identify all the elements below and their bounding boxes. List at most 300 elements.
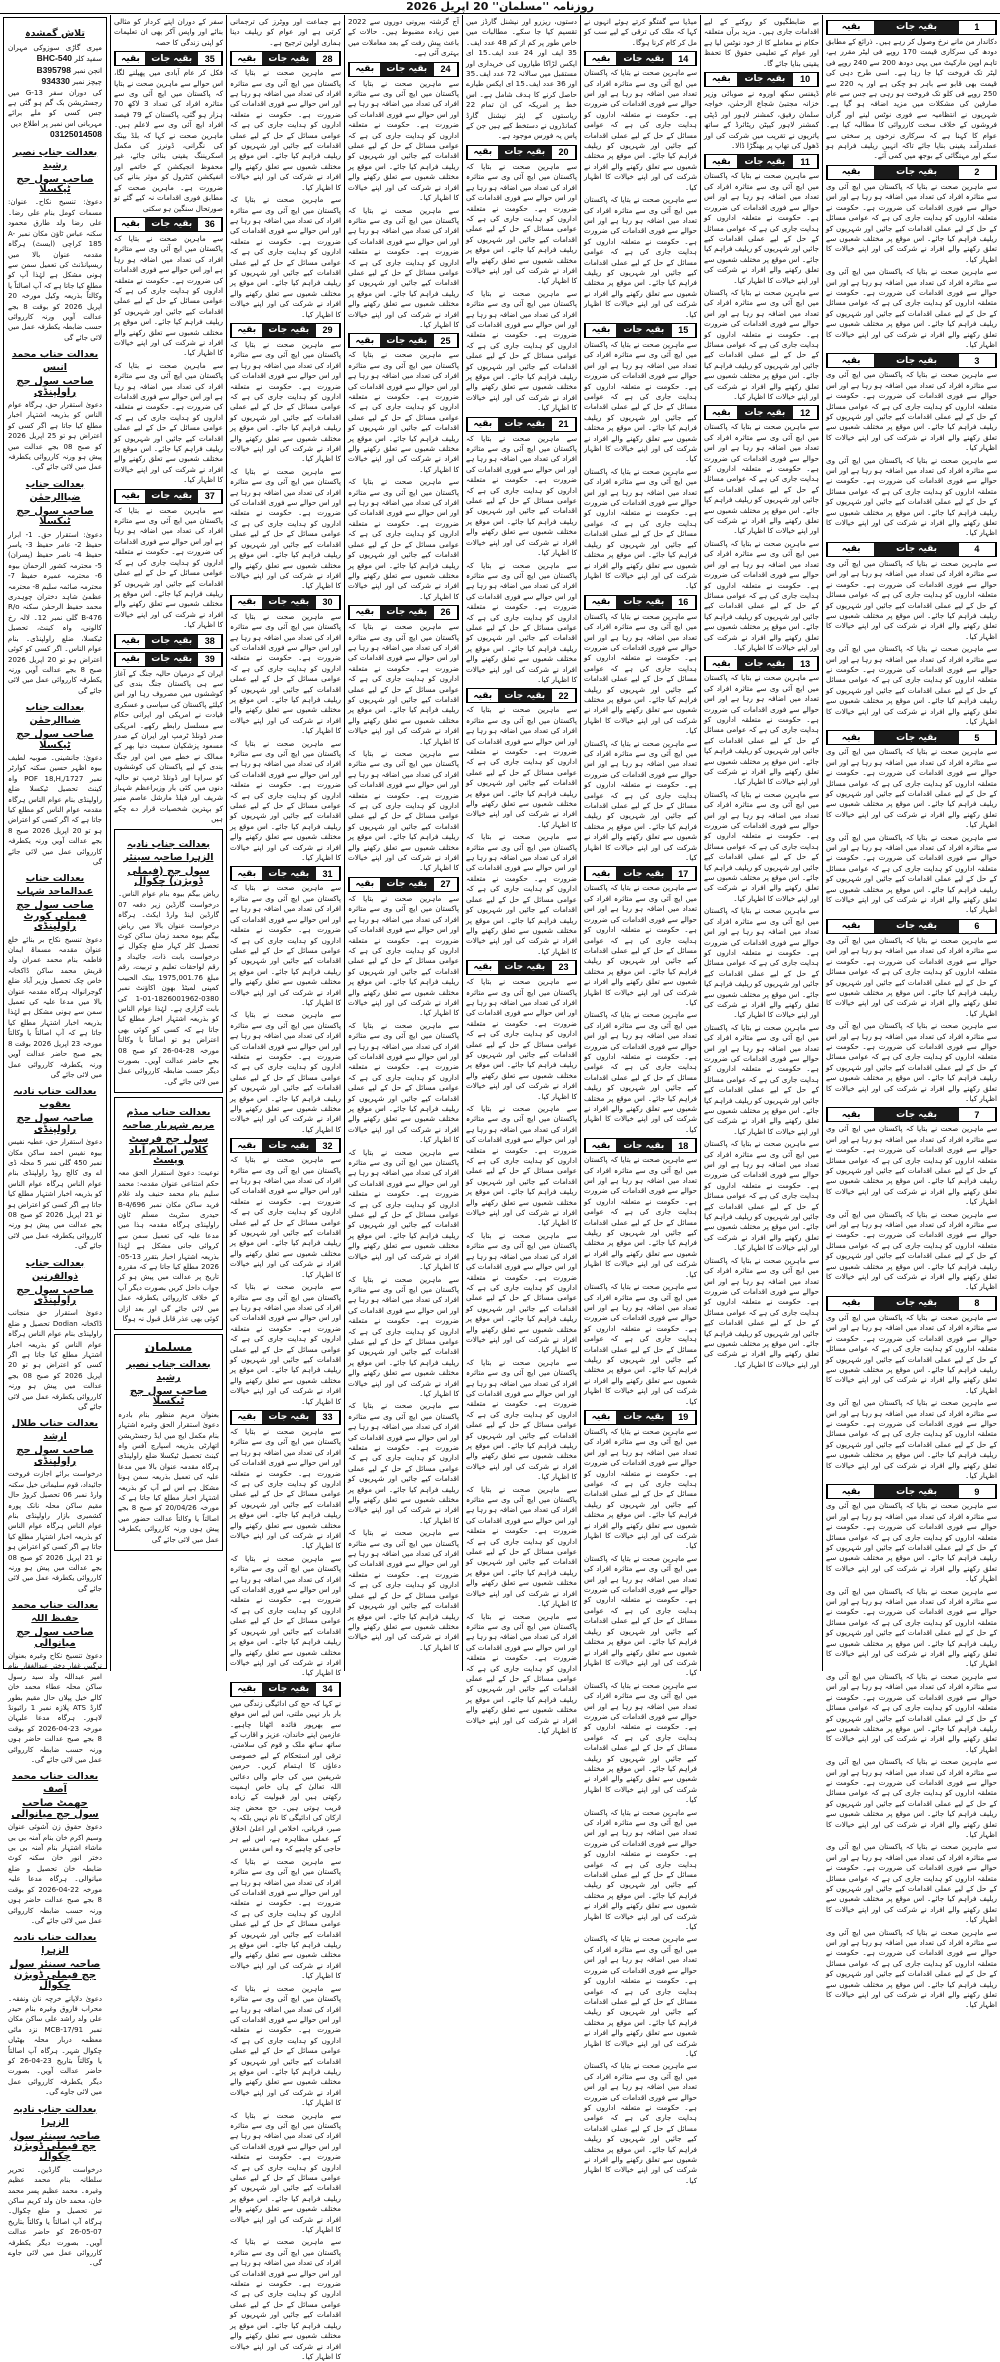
court-title: صاحب سول جج فیملی کورٹ راولپنڈی [16, 900, 94, 933]
notice-body: بعنوان مریم منظور بنام بادرہ دعویٰ استقرار الحق وغیرہ اشتہار بنام مکمل ایج میں ایڈ رجسٹریشن اتھارٹی بذریعہ اسپارچ آفس واہ کینٹ تحصیل ٹیکسلا ضلع راولپنڈی ہرگاہ مقدمہ عنوان بالا میں مدعا علیہ کی تعمیل بذریعہ سمن ہونا مشکل ہے اس لیے آپ کو بذریعہ اشتہار اخبار مطلع کیا جاتا ہے کہ مورخہ 20/04/26 کو صبح 8 بجے اصالتاً یا وکالتاً عدالت حضور میں پیش ہوں ورنہ کارروائی یکطرفہ عمل میں لائی جائے گی [118, 1410, 220, 1544]
notice-body: دعویٰ استقرار حق، عطیہ نفیس بیوہ نفیس احمد ساکن مکان نمبر 450 گلی نمبر 5 محلہ ڈی اے وی کالج روڈ راولپنڈی بنام عوام الناس ہرگاہ عوام الناس کو بذریعہ اخبار اشتہار مطلع کیا جاتا ہے اگر کسی کو اعتراض ہو تو 21 اپریل 2026 کو صبح 08 بجے عدالت میں پیش ہو ورنہ کارروائی یکطرفہ عمل میں لائی جائے گی۔ [8, 1138, 102, 1251]
section-tag: بقیہ [827, 1297, 874, 1310]
section-number: 18 [672, 1139, 696, 1152]
section-header [114, 634, 223, 649]
section-tag: بقیہ [585, 596, 616, 609]
court-name: بعدالت جناب نادیہ الزہرا [13, 1932, 97, 1957]
section-text: سے ماہرین صحت نے بتایا کہ پاکستان میں ایچ آئی وی سے متاثرہ افراد کی تعداد میں اضافہ ہو رہا ہے اور اس حوالے سے فوری اقدامات کی ضرورت ہے۔ حکومت نے متعلقہ اداروں کو ہدایت جاری کی ہے کہ عوامی مسائل کے حل کے لیے عملی اقدامات کیے جائیں اور شہریوں کو ریلیف فراہم کیا جائے۔ اس موقع پر مختلف شعبوں سے تعلق رکھنے والے افراد نے شرکت کی اور اپنے خیالات کا اظہار کیا۔ [584, 1155, 697, 1279]
section-text: سے ماہرین صحت نے بتایا کہ پاکستان میں ایچ آئی وی سے متاثرہ افراد کی تعداد میں اضافہ ہو رہا ہے اور اس حوالے سے فوری اقدامات کی ضرورت ہے۔ حکومت نے متعلقہ اداروں کو ہدایت جاری کی ہے کہ عوامی مسائل کے حل کے لیے عملی اقدامات کیے جائیں اور شہریوں کو ریلیف فراہم کیا جائے۔ اس موقع پر مختلف شعبوں سے تعلق رکھنے والے افراد نے شرکت کی اور اپنے خیالات کا اظہار کیا۔ [230, 738, 341, 863]
lost-heading: تلاش گمشدہ [25, 28, 85, 39]
section-text: سے ماہرین صحت نے بتایا کہ پاکستان میں ایچ آئی وی سے متاثرہ افراد کی تعداد میں اضافہ ہو رہا ہے اور اس حوالے سے فوری اقدامات کی ضرورت ہے۔ حکومت نے متعلقہ اداروں کو ہدایت جاری کی ہے کہ عوامی مسائل کے حل کے لیے عملی اقدامات کیے جائیں اور شہریوں کو ریلیف فراہم کیا جائے۔ اس موقع پر مختلف شعبوں سے تعلق رکھنے والے افراد نے شرکت کی اور اپنے خیالات کا اظہار کیا۔ [230, 339, 341, 464]
section-text: سے ماہرین صحت نے بتایا کہ پاکستان میں ایچ آئی وی سے متاثرہ افراد کی تعداد میں اضافہ ہو رہا ہے اور اس حوالے سے فوری اقدامات کی ضرورت ہے۔ حکومت نے متعلقہ اداروں کو ہدایت جاری کی ہے کہ عوامی مسائل کے حل کے لیے عملی اقدامات کیے جائیں اور شہریوں کو ریلیف فراہم کیا جائے۔ اس موقع پر مختلف شعبوں سے تعلق رکھنے والے افراد نے شرکت کی اور اپنے خیالات کا اظہار کیا۔ [584, 738, 697, 863]
court-name: بعدالت جناب نصیر رشید [126, 1358, 211, 1383]
notice-body: دعویٰ استقرار حق منجانب ڈاکخانہ Dodian تحصیل و ضلع راولپنڈی بنام عوام الناس ہرگاہ عوام الناس کو بذریعہ اخبار اشتہار مطلع کیا جاتا ہے اگر کسی کو اعتراض ہو تو 20 اپریل 2026 کو صبح 08 بجے عدالت میں پیش ہو ورنہ کارروائی یکطرفہ عمل میں لائی جائے گی [8, 1309, 102, 1412]
court-title: صاحب سول جج ٹیکسلا [16, 505, 94, 528]
section-tag: بقیہ [115, 635, 145, 648]
section-tag: بقیہ [349, 606, 380, 619]
section-text: ڈیفنس سکھ اوروہ نے صوبائی وزیر خزانہ مجتبیٰ شجاع الرحمٰن، خواجہ سلمان رفیق، کمشنر لاہور اور ڈپٹی کمشنر لاہور کیپٹن ریٹائرڈ کے ساتھ یاتریوں نے تقریب میں شرکت کی اور ڈھول کی تھاپ پر بھنگڑا ڈالا۔ [704, 89, 819, 151]
notice-body: دعویٰ: تنسیخ نکاح۔ عنوان: مسمات کومل بنام علی رضا۔ علی رضا ولد طارق محمود سکنہ عباس ٹاؤن مکان نمبر A-185 کراچی (ایسٹ) ہرگاہ مقدمہ عنوان بالا میں ریسپانڈنٹ کی تعمیل سمن سے ہونی مشکل ہے لہٰذا آپ کو مطلع کیا جاتا ہے کہ آپ اصالتاً یا وکالتاً بذریعہ وکیل مورخہ 20 اپریل 2026 کو بوقت 8 بجے عدالت آویں ورنہ کارروائی حسب ضابطہ یکطرفہ عمل میں لائی جائے گی [8, 198, 102, 342]
section-text: سے ماہرین صحت نے بتایا کہ پاکستان میں ایچ آئی وی سے متاثرہ افراد کی تعداد میں اضافہ ہو رہا ہے اور اس حوالے سے فوری اقدامات کی ضرورت ہے۔ حکومت نے متعلقہ اداروں کو ہدایت جاری کی ہے کہ عوامی مسائل کے حل کے لیے عملی اقدامات کیے جائیں اور شہریوں کو ریلیف فراہم کیا جائے۔ اس موقع پر مختلف شعبوں سے تعلق رکھنے والے افراد نے شرکت کی اور اپنے خیالات کا اظہار کیا۔ [114, 505, 223, 630]
section-header [230, 51, 341, 66]
court-notices [8, 146, 102, 2269]
section-header [826, 20, 997, 35]
section-number: 11 [793, 155, 818, 168]
section-text: سے ماہرین صحت نے بتایا کہ پاکستان میں ایچ آئی وی سے متاثرہ افراد کی تعداد میں اضافہ ہو رہا ہے اور اس حوالے سے فوری اقدامات کی ضرورت ہے۔ حکومت نے متعلقہ اداروں کو ہدایت جاری کی ہے کہ عوامی مسائل کے حل کے لیے عملی اقدامات کیے جائیں اور شہریوں کو ریلیف فراہم کیا جائے۔ اس موقع پر مختلف شعبوں سے تعلق رکھنے والے افراد نے شرکت کی اور اپنے خیالات کا اظہار کیا۔ [704, 1255, 819, 1369]
section-text: سے ماہرین صحت نے بتایا کہ پاکستان میں ایچ آئی وی سے متاثرہ افراد کی تعداد میں اضافہ ہو رہا ہے اور اس حوالے سے فوری اقدامات کی ضرورت ہے۔ حکومت نے متعلقہ اداروں کو ہدایت جاری کی ہے کہ عوامی مسائل کے حل کے لیے عملی اقدامات کیے جائیں اور شہریوں کو ریلیف فراہم کیا جائے۔ اس موقع پر مختلف شعبوں سے تعلق رکھنے والے افراد نے شرکت کی اور اپنے خیالات کا اظہار کیا۔ [826, 1209, 997, 1292]
section-number: 25 [434, 334, 458, 347]
section-number: 21 [552, 418, 576, 431]
section-title: بقیہ جات [896, 167, 937, 178]
section-text: سے ماہرین صحت نے بتایا کہ پاکستان میں ایچ آئی وی سے متاثرہ افراد کی تعداد میں اضافہ ہو رہا ہے اور اس حوالے سے فوری اقدامات کی ضرورت ہے۔ حکومت نے متعلقہ اداروں کو ہدایت جاری کی ہے کہ عوامی مسائل کے حل کے لیے عملی اقدامات کیے جائیں اور شہریوں کو ریلیف فراہم کیا جائے۔ اس موقع پر مختلف شعبوں سے تعلق رکھنے والے افراد نے شرکت کی اور اپنے خیالات کا اظہار کیا۔ [826, 1586, 997, 1669]
section-header [114, 217, 223, 232]
section-number: 29 [316, 324, 340, 337]
section-text: سے ماہرین صحت نے بتایا کہ پاکستان میں ایچ آئی وی سے متاثرہ افراد کی تعداد میں اضافہ ہو رہا ہے اور اس حوالے سے فوری اقدامات کی ضرورت ہے۔ حکومت نے متعلقہ اداروں کو ہدایت جاری کی ہے کہ عوامی مسائل کے حل کے لیے عملی اقدامات کیے جائیں اور شہریوں کو ریلیف فراہم کیا جائے۔ اس موقع پر مختلف شعبوں سے تعلق رکھنے والے افراد نے شرکت کی اور اپنے خیالات کا اظہار کیا۔ [826, 1398, 997, 1480]
section-header [826, 542, 997, 557]
section-header [704, 405, 819, 420]
section-title: بقیہ جات [151, 490, 193, 501]
section-text: سے ماہرین صحت نے بتایا کہ پاکستان میں ایچ آئی وی سے متاثرہ افراد کی تعداد میں اضافہ ہو رہا ہے اور اس حوالے سے فوری اقدامات کی ضرورت ہے۔ حکومت نے متعلقہ اداروں کو ہدایت جاری کی ہے کہ عوامی مسائل کے حل کے لیے عملی اقدامات کیے جائیں اور شہریوں کو ریلیف فراہم کیا جائے۔ اس موقع پر مختلف شعبوں سے تعلق رکھنے والے افراد نے شرکت کی اور اپنے خیالات کا اظہار کیا۔ [230, 2110, 341, 2235]
section-header [230, 323, 341, 338]
section-title: بقیہ جات [744, 74, 786, 85]
notice-body: دعویٰ دلاپانے خرچہ نان ونفقہ۔ محراب فاروق وغیرہ بنام حیدر علی ولد راشد علی ساکن مکان نمبر MCB-17/91 نزد مائی معظمہ دربار محلہ بھٹیاں چکوال شہر۔ ہرگاہ آپ اصالتاً یا وکالتاً بتاریخ 23-04-26 کو حاضر عدالت آویں۔ بصورت دیگر یکطرفہ کارروائی عمل میں لائی جاوے گی۔ [8, 1994, 102, 2097]
section-title: بقیہ جات [268, 1140, 310, 1151]
section-text: سے ماہرین صحت نے بتایا کہ پاکستان میں ایچ آئی وی سے متاثرہ افراد کی تعداد میں اضافہ ہو رہا ہے اور اس حوالے سے فوری اقدامات کی ضرورت ہے۔ حکومت نے متعلقہ اداروں کو ہدایت جاری کی ہے کہ عوامی مسائل کے حل کے لیے عملی اقدامات کیے جائیں اور شہریوں کو ریلیف فراہم کیا جائے۔ اس موقع پر مختلف شعبوں سے تعلق رکھنے والے افراد نے شرکت کی اور اپنے خیالات کا اظہار کیا۔ [466, 161, 577, 286]
section-text: سے ماہرین صحت نے بتایا کہ پاکستان میں ایچ آئی وی سے متاثرہ افراد کی تعداد میں اضافہ ہو رہا ہے اور اس حوالے سے فوری اقدامات کی ضرورت ہے۔ حکومت نے متعلقہ اداروں کو ہدایت جاری کی ہے کہ عوامی مسائل کے حل کے لیے عملی اقدامات کیے جائیں اور شہریوں کو ریلیف فراہم کیا جائے۔ اس موقع پر مختلف شعبوں سے تعلق رکھنے والے افراد نے شرکت کی اور اپنے خیالات کا اظہار کیا۔ [230, 1983, 341, 2108]
section-text: سے ماہرین صحت نے بتایا کہ پاکستان میں ایچ آئی وی سے متاثرہ افراد کی تعداد میں اضافہ ہو رہا ہے اور اس حوالے سے فوری اقدامات کی ضرورت ہے۔ حکومت نے متعلقہ اداروں کو ہدایت جاری کی ہے کہ عوامی مسائل کے حل کے لیے عملی اقدامات کیے جائیں اور شہریوں کو ریلیف فراہم کیا جائے۔ اس موقع پر مختلف شعبوں سے تعلق رکھنے والے افراد نے شرکت کی اور اپنے خیالات کا اظہار کیا۔ [826, 267, 997, 349]
court-title: سول جج فرسٹ کلاس اسلام آباد ویسٹ [128, 1134, 209, 1166]
section-text: سے ماہرین صحت نے بتایا کہ پاکستان میں ایچ آئی وی سے متاثرہ افراد کی تعداد میں اضافہ ہو رہا ہے اور اس حوالے سے فوری اقدامات کی ضرورت ہے۔ حکومت نے متعلقہ اداروں کو ہدایت جاری کی ہے کہ عوامی مسائل کے حل کے لیے عملی اقدامات کیے جائیں اور شہریوں کو ریلیف فراہم کیا جائے۔ اس موقع پر مختلف شعبوں سے تعلق رکھنے والے افراد نے شرکت کی اور اپنے خیالات کا اظہار کیا۔ [826, 832, 997, 915]
section-header [704, 72, 819, 87]
lost-engine-label: انجن نمبر [73, 65, 102, 75]
section-number: 23 [552, 961, 576, 974]
section-tag: بقیہ [231, 596, 262, 609]
section-text: سے ماہرین صحت نے بتایا کہ پاکستان میں ایچ آئی وی سے متاثرہ افراد کی تعداد میں اضافہ ہو رہا ہے اور اس حوالے سے فوری اقدامات کی ضرورت ہے۔ حکومت نے متعلقہ اداروں کو ہدایت جاری کی ہے کہ عوامی مسائل کے حل کے لیے عملی اقدامات کیے جائیں اور شہریوں کو ریلیف فراہم کیا جائے۔ اس موقع پر مختلف شعبوں سے تعلق رکھنے والے افراد نے شرکت کی اور اپنے خیالات کا اظہار کیا۔ [466, 1611, 577, 1735]
section-text: سے ماہرین صحت نے بتایا کہ پاکستان میں ایچ آئی وی سے متاثرہ افراد کی تعداد میں اضافہ ہو رہا ہے اور اس حوالے سے فوری اقدامات کی ضرورت ہے۔ حکومت نے متعلقہ اداروں کو ہدایت جاری کی ہے کہ عوامی مسائل کے حل کے لیے عملی اقدامات کیے جائیں اور شہریوں کو ریلیف فراہم کیا جائے۔ اس موقع پر مختلف شعبوں سے تعلق رکھنے والے افراد نے شرکت کی اور اپنے خیالات کا اظہار کیا۔ [584, 1680, 697, 1805]
section-number: 26 [434, 606, 458, 619]
column-6 [226, 15, 344, 2361]
section-tag: بقیہ [231, 1139, 262, 1152]
section-tag: بقیہ [705, 657, 737, 670]
section-text: سے ماہرین صحت نے بتایا کہ پاکستان میں ایچ آئی وی سے متاثرہ افراد کی تعداد میں اضافہ ہو رہا ہے اور اس حوالے سے فوری اقدامات کی ضرورت ہے۔ حکومت نے متعلقہ اداروں کو ہدایت جاری کی ہے کہ عوامی مسائل کے حل کے لیے عملی اقدامات کیے جائیں اور شہریوں کو ریلیف فراہم کیا جائے۔ اس موقع پر مختلف شعبوں سے تعلق رکھنے والے افراد نے شرکت کی اور اپنے خیالات کا اظہار کیا۔ [348, 749, 459, 873]
section-text: سے ماہرین صحت نے بتایا کہ پاکستان میں ایچ آئی وی سے متاثرہ افراد کی تعداد میں اضافہ ہو رہا ہے اور اس حوالے سے فوری اقدامات کی ضرورت ہے۔ حکومت نے متعلقہ اداروں کو ہدایت جاری کی ہے کہ عوامی مسائل کے حل کے لیے عملی اقدامات کیے جائیں اور شہریوں کو ریلیف فراہم کیا جائے۔ اس موقع پر مختلف شعبوں سے تعلق رکھنے والے افراد نے شرکت کی اور اپنے خیالات کا اظہار کیا۔ [826, 1757, 997, 1839]
section-title: بقیہ جات [268, 597, 310, 608]
section-text: سے ماہرین صحت نے بتایا کہ پاکستان میں ایچ آئی وی سے متاثرہ افراد کی تعداد میں اضافہ ہو رہا ہے اور اس حوالے سے فوری اقدامات کی ضرورت ہے۔ حکومت نے متعلقہ اداروں کو ہدایت جاری کی ہے کہ عوامی مسائل کے حل کے لیے عملی اقدامات کیے جائیں اور شہریوں کو ریلیف فراہم کیا جائے۔ اس موقع پر مختلف شعبوں سے تعلق رکھنے والے افراد نے شرکت کی اور اپنے خیالات کا اظہار کیا۔ [348, 622, 459, 746]
section-header [230, 595, 341, 610]
section-tag: بقیہ [467, 146, 498, 159]
lost-chassis-label: چیچز نمبر [72, 77, 102, 87]
section-title: بقیہ جات [268, 1684, 310, 1695]
section-header [704, 656, 819, 671]
section-text: سے ماہرین صحت نے بتایا کہ پاکستان میں ایچ آئی وی سے متاثرہ افراد کی تعداد میں اضافہ ہو رہا ہے اور اس حوالے سے فوری اقدامات کی ضرورت ہے۔ حکومت نے متعلقہ اداروں کو ہدایت جاری کی ہے کہ عوامی مسائل کے حل کے لیے عملی اقدامات کیے جائیں اور شہریوں کو ریلیف فراہم کیا جائے۔ اس موقع پر مختلف شعبوں سے تعلق رکھنے والے افراد نے شرکت کی اور اپنے خیالات کا اظہار کیا۔ [230, 1426, 341, 1551]
section-text: سے ماہرین صحت نے بتایا کہ پاکستان میں ایچ آئی وی سے متاثرہ افراد کی تعداد میں اضافہ ہو رہا ہے اور اس حوالے سے فوری اقدامات کی ضرورت ہے۔ حکومت نے متعلقہ اداروں کو ہدایت جاری کی ہے کہ عوامی مسائل کے حل کے لیے عملی اقدامات کیے جائیں اور شہریوں کو ریلیف فراہم کیا جائے۔ اس موقع پر مختلف شعبوں سے تعلق رکھنے والے افراد نے شرکت کی اور اپنے خیالات کا اظہار کیا۔ [826, 181, 997, 264]
court-name: بعدالت جناب محمد آصف [11, 1771, 99, 1796]
court-name: بعدالت جناب نادیہ یعقوب [13, 1086, 97, 1111]
section-header [704, 154, 819, 169]
section-title: بقیہ جات [504, 962, 546, 973]
lost-chassis: 934330 [41, 76, 70, 87]
section-tag: بقیہ [705, 73, 737, 86]
section-tag: بقیہ [827, 731, 874, 744]
section-title: بقیہ جات [268, 1412, 310, 1423]
section-tag: بقیہ [349, 334, 380, 347]
section-tag: بقیہ [115, 490, 145, 503]
section-tag: بقیہ [827, 543, 874, 556]
section-text: سے ماہرین صحت نے بتایا کہ پاکستان میں ایچ آئی وی سے متاثرہ افراد کی تعداد میں اضافہ ہو رہا ہے اور اس حوالے سے فوری اقدامات کی ضرورت ہے۔ حکومت نے متعلقہ اداروں کو ہدایت جاری کی ہے کہ عوامی مسائل کے حل کے لیے عملی اقدامات کیے جائیں اور شہریوں کو ریلیف فراہم کیا جائے۔ اس موقع پر مختلف شعبوں سے تعلق رکھنے والے افراد نے شرکت کی اور اپنے خیالات کا اظہار کیا۔ [704, 538, 819, 652]
section-title: بقیہ جات [623, 325, 665, 336]
section-header [348, 605, 459, 620]
column-2 [700, 15, 822, 1671]
section-tag: بقیہ [115, 218, 145, 231]
section-header [826, 1107, 997, 1122]
section-text: سے ماہرین صحت نے بتایا کہ پاکستان میں ایچ آئی وی سے متاثرہ افراد کی تعداد میں اضافہ ہو رہا ہے اور اس حوالے سے فوری اقدامات کی ضرورت ہے۔ حکومت نے متعلقہ اداروں کو ہدایت جاری کی ہے کہ عوامی مسائل کے حل کے لیے عملی اقدامات کیے جائیں اور شہریوں کو ریلیف فراہم کیا جائے۔ اس موقع پر مختلف شعبوں سے تعلق رکھنے والے افراد نے شرکت کی اور اپنے خیالات کا اظہار کیا۔ [230, 195, 341, 319]
section-text: آج گزشتہ بیرونی دوروں سے 2022 میں زیادہ مضبوط ہیں۔ حالات کے باعث پیش رفت کے بعد معاملات میں بہتری آئی ہے۔ [348, 17, 459, 58]
section-text: سے ماہرین صحت نے بتایا کہ پاکستان میں ایچ آئی وی سے متاثرہ افراد کی تعداد میں اضافہ ہو رہا ہے اور اس حوالے سے فوری اقدامات کی ضرورت ہے۔ حکومت نے متعلقہ اداروں کو ہدایت جاری کی ہے کہ عوامی مسائل کے حل کے لیے عملی اقدامات کیے جائیں اور شہریوں کو ریلیف فراہم کیا جائے۔ اس موقع پر مختلف شعبوں سے تعلق رکھنے والے افراد نے شرکت کی اور اپنے خیالات کا اظہار کیا۔ [230, 1282, 341, 1406]
newspaper-page [0, 15, 1000, 2361]
section-number: 28 [316, 52, 340, 65]
section-header [230, 1138, 341, 1153]
section-text: سے ماہرین صحت نے بتایا کہ پاکستان میں ایچ آئی وی سے متاثرہ افراد کی تعداد میں اضافہ ہو رہا ہے اور اس حوالے سے فوری اقدامات کی ضرورت ہے۔ حکومت نے متعلقہ اداروں کو ہدایت جاری کی ہے کہ عوامی مسائل کے حل کے لیے عملی اقدامات کیے جائیں اور شہریوں کو ریلیف فراہم کیا جائے۔ اس موقع پر مختلف شعبوں سے تعلق رکھنے والے افراد نے شرکت کی اور اپنے خیالات کا اظہار کیا۔ [584, 339, 697, 464]
section-text: سے ماہرین صحت نے بتایا کہ پاکستان میں ایچ آئی وی سے متاثرہ افراد کی تعداد میں اضافہ ہو رہا ہے اور اس حوالے سے فوری اقدامات کی ضرورت ہے۔ حکومت نے متعلقہ اداروں کو ہدایت جاری کی ہے کہ عوامی مسائل کے حل کے لیے عملی اقدامات کیے جائیں اور شہریوں کو ریلیف فراہم کیا جائے۔ اس موقع پر مختلف شعبوں سے تعلق رکھنے والے افراد نے شرکت کی اور اپنے خیالات کا اظہار کیا۔ [826, 1671, 997, 1754]
court-notice [114, 1334, 223, 1551]
section-title: بقیہ جات [268, 868, 310, 879]
section-text: سے ماہرین صحت نے بتایا کہ پاکستان میں ایچ آئی وی سے متاثرہ افراد کی تعداد میں اضافہ ہو رہا ہے اور اس حوالے سے فوری اقدامات کی ضرورت ہے۔ حکومت نے متعلقہ اداروں کو ہدایت جاری کی ہے کہ عوامی مسائل کے حل کے لیے عملی اقدامات کیے جائیں اور شہریوں کو ریلیف فراہم کیا جائے۔ اس موقع پر مختلف شعبوں سے تعلق رکھنے والے افراد نے شرکت کی اور اپنے خیالات کا اظہار کیا۔ [584, 1010, 697, 1134]
court-name: بعدالت جناب طلال ارشد [11, 1418, 99, 1443]
section-tag: بقیہ [827, 1485, 874, 1498]
section-header [466, 960, 577, 975]
section-text: سے ماہرین صحت نے بتایا کہ پاکستان میں ایچ آئی وی سے متاثرہ افراد کی تعداد میں اضافہ ہو رہا ہے اور اس حوالے سے فوری اقدامات کی ضرورت ہے۔ حکومت نے متعلقہ اداروں کو ہدایت جاری کی ہے کہ عوامی مسائل کے حل کے لیے عملی اقدامات کیے جائیں اور شہریوں کو ریلیف فراہم کیا جائے۔ اس موقع پر مختلف شعبوں سے تعلق رکھنے والے افراد نے شرکت کی اور اپنے خیالات کا اظہار کیا۔ [826, 558, 997, 641]
section-text: سے ماہرین صحت نے بتایا کہ پاکستان میں ایچ آئی وی سے متاثرہ افراد کی تعداد میں اضافہ ہو رہا ہے اور اس حوالے سے فوری اقدامات کی ضرورت ہے۔ حکومت نے متعلقہ اداروں کو ہدایت جاری کی ہے کہ عوامی مسائل کے حل کے لیے عملی اقدامات کیے جائیں اور شہریوں کو ریلیف فراہم کیا جائے۔ اس موقع پر مختلف شعبوں سے تعلق رکھنے والے افراد نے شرکت کی اور اپنے خیالات کا اظہار کیا۔ [704, 789, 819, 903]
section-text: سے ماہرین صحت نے بتایا کہ پاکستان میں ایچ آئی وی سے متاثرہ افراد کی تعداد میں اضافہ ہو رہا ہے اور اس حوالے سے فوری اقدامات کی ضرورت ہے۔ حکومت نے متعلقہ اداروں کو ہدایت جاری کی ہے کہ عوامی مسائل کے حل کے لیے عملی اقدامات کیے جائیں اور شہریوں کو ریلیف فراہم کیا جائے۔ اس موقع پر مختلف شعبوں سے تعلق رکھنے والے افراد نے شرکت کی اور اپنے خیالات کا اظہار کیا۔ [230, 1155, 341, 1279]
section-text: سے ماہرین صحت نے بتایا کہ پاکستان میں ایچ آئی وی سے متاثرہ افراد کی تعداد میں اضافہ ہو رہا ہے اور اس حوالے سے فوری اقدامات کی ضرورت ہے۔ حکومت نے متعلقہ اداروں کو ہدایت جاری کی ہے کہ عوامی مسائل کے حل کے لیے عملی اقدامات کیے جائیں اور شہریوں کو ریلیف فراہم کیا جائے۔ اس موقع پر مختلف شعبوں سے تعلق رکھنے والے افراد نے شرکت کی اور اپنے خیالات کا اظہار کیا۔ [826, 935, 997, 1018]
section-text: سے ماہرین صحت نے بتایا کہ پاکستان میں ایچ آئی وی سے متاثرہ افراد کی تعداد میں اضافہ ہو رہا ہے اور اس حوالے سے فوری اقدامات کی ضرورت ہے۔ حکومت نے متعلقہ اداروں کو ہدایت جاری کی ہے کہ عوامی مسائل کے حل کے لیے عملی اقدامات کیے جائیں اور شہریوں کو ریلیف فراہم کیا جائے۔ اس موقع پر مختلف شعبوں سے تعلق رکھنے والے افراد نے شرکت کی اور اپنے خیالات کا اظہار کیا۔ [826, 644, 997, 726]
court-name: بعدالت جناب ذوالقرنین [25, 1257, 85, 1282]
newspaper-brand: مسلمان [144, 1340, 193, 1355]
court-title: صاحب سول جج ٹیکسلا [16, 173, 94, 196]
section-text: سے ماہرین صحت نے بتایا کہ پاکستان میں ایچ آئی وی سے متاثرہ افراد کی تعداد میں اضافہ ہو رہا ہے اور اس حوالے سے فوری اقدامات کی ضرورت ہے۔ حکومت نے متعلقہ اداروں کو ہدایت جاری کی ہے کہ عوامی مسائل کے حل کے لیے عملی اقدامات کیے جائیں اور شہریوں کو ریلیف فراہم کیا جائے۔ اس موقع پر مختلف شعبوں سے تعلق رکھنے والے افراد نے شرکت کی اور اپنے خیالات کا اظہار کیا۔ [466, 832, 577, 956]
section-number: 39 [198, 653, 222, 666]
section-number: 17 [672, 867, 696, 880]
section-text: سے ماہرین صحت نے بتایا کہ پاکستان میں ایچ آئی وی سے متاثرہ افراد کی تعداد میں اضافہ ہو رہا ہے اور اس حوالے سے فوری اقدامات کی ضرورت ہے۔ حکومت نے متعلقہ اداروں کو ہدایت جاری کی ہے کہ عوامی مسائل کے حل کے لیے عملی اقدامات کیے جائیں اور شہریوں کو ریلیف فراہم کیا جائے۔ اس موقع پر مختلف شعبوں سے تعلق رکھنے والے افراد نے شرکت کی اور اپنے خیالات کا اظہار کیا۔ [348, 78, 459, 203]
section-number: 3 [959, 354, 996, 367]
section-tag: بقیہ [705, 155, 737, 168]
section-header [584, 1138, 697, 1153]
court-title: سول جج (فیملی ڈویژن) چکوال [127, 865, 210, 888]
section-tag: بقیہ [231, 867, 262, 880]
section-title: بقیہ جات [386, 335, 428, 346]
section-tag: بقیہ [585, 867, 616, 880]
section-text: سے ماہرین صحت نے بتایا کہ پاکستان میں ایچ آئی وی سے متاثرہ افراد کی تعداد میں اضافہ ہو رہا ہے اور اس حوالے سے فوری اقدامات کی ضرورت ہے۔ حکومت نے متعلقہ اداروں کو ہدایت جاری کی ہے کہ عوامی مسائل کے حل کے لیے عملی اقدامات کیے جائیں اور شہریوں کو ریلیف فراہم کیا جائے۔ اس موقع پر مختلف شعبوں سے تعلق رکھنے والے افراد نے شرکت کی اور اپنے خیالات کا اظہار کیا۔ [348, 1274, 459, 1398]
court-name: بعدالت جناب نادیہ الزہرا صاحبہ سینئر [123, 838, 214, 863]
section-text: سے ماہرین صحت نے بتایا کہ پاکستان میں ایچ آئی وی سے متاثرہ افراد کی تعداد میں اضافہ ہو رہا ہے اور اس حوالے سے فوری اقدامات کی ضرورت ہے۔ حکومت نے متعلقہ اداروں کو ہدایت جاری کی ہے کہ عوامی مسائل کے حل کے لیے عملی اقدامات کیے جائیں اور شہریوں کو ریلیف فراہم کیا جائے۔ اس موقع پر مختلف شعبوں سے تعلق رکھنے والے افراد نے شرکت کی اور اپنے خیالات کا اظہار کیا۔ [348, 1020, 459, 1145]
section-tag: بقیہ [585, 324, 616, 337]
section-text: سے ماہرین صحت نے بتایا کہ پاکستان میں ایچ آئی وی سے متاثرہ افراد کی تعداد میں اضافہ ہو رہا ہے اور اس حوالے سے فوری اقدامات کی ضرورت ہے۔ حکومت نے متعلقہ اداروں کو ہدایت جاری کی ہے کہ عوامی مسائل کے حل کے لیے عملی اقدامات کیے جائیں اور شہریوں کو ریلیف فراہم کیا جائے۔ اس موقع پر مختلف شعبوں سے تعلق رکھنے والے افراد نے شرکت کی اور اپنے خیالات کا اظہار کیا۔ [466, 560, 577, 684]
lost-notice [8, 43, 102, 141]
court-name: بعدالت جناب محمد حفیظ اللہ [11, 1600, 99, 1625]
section-tag: بقیہ [349, 878, 380, 891]
section-title: بقیہ جات [386, 607, 428, 618]
section-text: سے ماہرین صحت نے بتایا کہ پاکستان میں ایچ آئی وی سے متاثرہ افراد کی تعداد میں اضافہ ہو رہا ہے اور اس حوالے سے فوری اقدامات کی ضرورت ہے۔ حکومت نے متعلقہ اداروں کو ہدایت جاری کی ہے کہ عوامی مسائل کے حل کے لیے عملی اقدامات کیے جائیں اور شہریوں کو ریلیف فراہم کیا جائے۔ اس موقع پر مختلف شعبوں سے تعلق رکھنے والے افراد نے شرکت کی اور اپنے خیالات کا اظہار کیا۔ [584, 466, 697, 591]
section-text: میڈیا سے گفتگو کرتے ہوئے انہوں نے کہا کہ ملک کی ترقی کے لیے سب کو مل کر کام کرنا ہوگا۔ [584, 17, 697, 47]
section-title: بقیہ جات [386, 63, 428, 74]
section-text: سے ماہرین صحت نے بتایا کہ پاکستان میں ایچ آئی وی سے متاثرہ افراد کی تعداد میں اضافہ ہو رہا ہے اور اس حوالے سے فوری اقدامات کی ضرورت ہے۔ حکومت نے متعلقہ اداروں کو ہدایت جاری کی ہے کہ عوامی مسائل کے حل کے لیے عملی اقدامات کیے جائیں اور شہریوں کو ریلیف فراہم کیا جائے۔ اس موقع پر مختلف شعبوں سے تعلق رکھنے والے افراد نے شرکت کی اور اپنے خیالات کا اظہار کیا۔ [826, 455, 997, 538]
section-tag: بقیہ [585, 52, 616, 65]
section-header [826, 919, 997, 934]
section-number: 13 [793, 657, 818, 670]
court-title: صاحب سول جج ٹیکسلا [129, 1385, 208, 1408]
section-text: سے ماہرین صحت نے بتایا کہ پاکستان میں ایچ آئی وی سے متاثرہ افراد کی تعداد میں اضافہ ہو رہا ہے اور اس حوالے سے فوری اقدامات کی ضرورت ہے۔ حکومت نے متعلقہ اداروں کو ہدایت جاری کی ہے کہ عوامی مسائل کے حل کے لیے عملی اقدامات کیے جائیں اور شہریوں کو ریلیف فراہم کیا جائے۔ اس موقع پر مختلف شعبوں سے تعلق رکھنے والے افراد نے شرکت کی اور اپنے خیالات کا اظہار کیا۔ [466, 705, 577, 829]
section-header [466, 688, 577, 703]
section-title: بقیہ جات [623, 1140, 665, 1151]
section-header [466, 145, 577, 160]
lost-line2: کی دوران سفر G-13 میں رجسٹریشن بک گم ہو گئی ہے جس کسی کو ملے برائے مہربانی اس نمبر پر اطلاع دیں [8, 87, 103, 128]
court-name: بعدالت جناب عبدالماجد شہاب [16, 873, 94, 898]
section-header [114, 652, 223, 667]
section-text: سے ماہرین صحت نے بتایا کہ پاکستان میں ایچ آئی وی سے متاثرہ افراد کی تعداد میں اضافہ ہو رہا ہے اور اس حوالے سے فوری اقدامات کی ضرورت ہے۔ حکومت نے متعلقہ اداروں کو ہدایت جاری کی ہے کہ عوامی مسائل کے حل کے لیے عملی اقدامات کیے جائیں اور شہریوں کو ریلیف فراہم کیا جائے۔ اس موقع پر مختلف شعبوں سے تعلق رکھنے والے افراد نے شرکت کی اور اپنے خیالات کا اظہار کیا۔ [230, 1856, 341, 1981]
section-number: 7 [959, 1108, 996, 1121]
section-header [348, 333, 459, 348]
section-tag: بقیہ [231, 52, 262, 65]
section-tag: بقیہ [827, 21, 874, 34]
court-name: بعدالت جناب نادیہ الزہرا [13, 2103, 97, 2128]
court-name: بعدالت جناب میڈم مریم شہریار صاحبہ [122, 1107, 215, 1132]
notice-body: دعویٰ: جانشینی۔ صوبیہ لطیف بیوہ اظہر حسین سکنہ کوارٹر نمبر POF 18,H,/1727 واہ کینٹ تحصیل ٹیکسلا ضلع راولپنڈی بنام عوام الناس ہرگاہ مقدمہ عوام الناس کو مطلع کیا جاتا ہے کہ اگر کسی کو اعتراض ہو تو 20 اپریل 2026 صبح 8 بجے عدالت آویں ورنہ یکطرفہ کارروائی عمل میں لائی جائے گی [8, 753, 102, 866]
court-title: جھمٹ صاحب سول جج میانوالی [11, 1798, 99, 1820]
section-tag: بقیہ [349, 63, 380, 76]
section-number: 37 [198, 490, 222, 503]
section-title: بقیہ جات [896, 921, 937, 932]
section-header [584, 51, 697, 66]
section-text: سے ماہرین صحت نے بتایا کہ پاکستان میں ایچ آئی وی سے متاثرہ افراد کی تعداد میں اضافہ ہو رہا ہے اور اس حوالے سے فوری اقدامات کی ضرورت ہے۔ حکومت نے متعلقہ اداروں کو ہدایت جاری کی ہے کہ عوامی مسائل کے حل کے لیے عملی اقدامات کیے جائیں اور شہریوں کو ریلیف فراہم کیا جائے۔ اس موقع پر مختلف شعبوں سے تعلق رکھنے والے افراد نے شرکت کی اور اپنے خیالات کا اظہار کیا۔ [348, 1401, 459, 1525]
section-number: 4 [959, 543, 996, 556]
section-text: سے ماہرین صحت نے بتایا کہ پاکستان میں ایچ آئی وی سے متاثرہ افراد کی تعداد میں اضافہ ہو رہا ہے اور اس حوالے سے فوری اقدامات کی ضرورت ہے۔ حکومت نے متعلقہ اداروں کو ہدایت جاری کی ہے کہ عوامی مسائل کے حل کے لیے عملی اقدامات کیے جائیں اور شہریوں کو ریلیف فراہم کیا جائے۔ اس موقع پر مختلف شعبوں سے تعلق رکھنے والے افراد نے شرکت کی اور اپنے خیالات کا اظہار کیا۔ [826, 1124, 997, 1207]
section-header [230, 1682, 341, 1697]
section-text: سے ماہرین صحت نے بتایا کہ پاکستان میں ایچ آئی وی سے متاثرہ افراد کی تعداد میں اضافہ ہو رہا ہے اور اس حوالے سے فوری اقدامات کی ضرورت ہے۔ حکومت نے متعلقہ اداروں کو ہدایت جاری کی ہے کہ عوامی مسائل کے حل کے لیے عملی اقدامات کیے جائیں اور شہریوں کو ریلیف فراہم کیا جائے۔ اس موقع پر مختلف شعبوں سے تعلق رکھنے والے افراد نے شرکت کی اور اپنے خیالات کا اظہار کیا۔ [704, 287, 819, 401]
notice-body: نوعیت: دعویٰ استقرار الحق معہ حکم امتناعی عنوان مقدمہ: محمد سلیم بنام محمد حنیف ولد غلام فرید ساکن مکان نمبر B-4/696 حیدری سٹریٹ مسلم ٹاؤن راولپنڈی ہرگاہ مقدمہ ہذا میں مدعا علیہ کی تعمیل سمن سے کروائی جانی مشکل ہے لہٰذا بذریعہ اشتہار اخبار بتقرر 13-05-2026 مطلع کیا جاتا ہے کہ مقررہ تاریخ پر عدالت میں پیش ہو کر جواب داخل کریں بصورت دیگر آپ کے خلاف کارروائی یکطرفہ عمل میں لائی جائے گی اور بعد ازاں کوئی بھی عذر قابل قبول نہ ہوگا [118, 1169, 219, 1324]
section-text: سے ماہرین صحت نے بتایا کہ پاکستان میں ایچ آئی وی سے متاثرہ افراد کی تعداد میں اضافہ ہو رہا ہے اور اس حوالے سے فوری اقدامات کی ضرورت ہے۔ حکومت نے متعلقہ اداروں کو ہدایت جاری کی ہے کہ عوامی مسائل کے حل کے لیے عملی اقدامات کیے جائیں اور شہریوں کو ریلیف فراہم کیا جائے۔ اس موقع پر مختلف شعبوں سے تعلق رکھنے والے افراد نے شرکت کی اور اپنے خیالات کا اظہار کیا۔ [348, 1147, 459, 1272]
section-number: 2 [959, 166, 996, 179]
section-text: سے ماہرین صحت نے بتایا کہ پاکستان میں ایچ آئی وی سے متاثرہ افراد کی تعداد میں اضافہ ہو رہا ہے اور اس حوالے سے فوری اقدامات کی ضرورت ہے۔ حکومت نے متعلقہ اداروں کو ہدایت جاری کی ہے کہ عوامی مسائل کے حل کے لیے عملی اقدامات کیے جائیں اور شہریوں کو ریلیف فراہم کیا جائے۔ اس موقع پر مختلف شعبوں سے تعلق رکھنے والے افراد نے شرکت کی اور اپنے خیالات کا اظہار کیا۔ [230, 1553, 341, 1678]
section-title: بقیہ جات [151, 653, 193, 664]
section-text: سے ماہرین صحت نے بتایا کہ پاکستان میں ایچ آئی وی سے متاثرہ افراد کی تعداد میں اضافہ ہو رہا ہے اور اس حوالے سے فوری اقدامات کی ضرورت ہے۔ حکومت نے متعلقہ اداروں کو ہدایت جاری کی ہے کہ عوامی مسائل کے حل کے لیے عملی اقدامات کیے جائیں اور شہریوں کو ریلیف فراہم کیا جائے۔ اس موقع پر مختلف شعبوں سے تعلق رکھنے والے افراد نے شرکت کی اور اپنے خیالات کا اظہار کیا۔ [826, 1501, 997, 1584]
lost-phone: 03125014508 [49, 129, 102, 140]
section-header [826, 353, 997, 368]
notice-body: دعویٰ تنسیخ نکاح وغیرہ بعنوان نرگس غفار دختر عبدالغفار بنام امیر عبداللہ ولد سید رسول ساکن محلہ عطاء محمد خان کالے خیل پپلاں حال مقیم بطور گارڈ ATS پلازہ نمبر 1 رائیونڈ لاہور۔ ہرگاہ مدعا علیہان مورخہ 23-04-2026 کو بوقت 8 بجے صبح عدالت حاضر ہوں ورنہ حسب ضابطہ کارروائی عمل میں لائی جائے گی۔ [8, 1651, 103, 1765]
section-text: فکل کر عام آبادی میں پھیلنے لگا، اس حوالے سے ماہرین صحت نے بتایا کہ پاکستان میں ایچ آئی وی سے متاثرہ افراد کی تعداد 3 لاکھ 70 ہزار ہو گئی، پاکستان کے 79 فیصد افراد ایچ آئی وی سے لاعلم ہیں۔ ماہرین صحت نے کہا کہ بلڈ بینک کی نگرانی، ڈونرز کی مکمل اسکریننگ یقینی بنائی جائے، غیر محفوظ انجیکشن کے خاتمے اور انفیکشن کنٹرول کو موثر بنانے کی ضرورت ہے۔ ماہرین صحت کے مطابق فوری اقدامات نہ کیے گئے تو صورتحال سنگین ہو سکتی [114, 68, 223, 213]
notice-body: دعویٰ تنسیخ نکاح بر بنائے خلع عنوان مقدمہ مسماۃ ایمان فاطمہ بنام محمد عمران ولد قریش محمد ساکن ڈاکخانہ خاص چک تحصیل وزیر آباد ضلع گوجرانوالہ ہرگاہ مقدمہ عنوان بالا میں مدعا علیہ کی تعمیل سمن سے ہونی مشکل ہے لہٰذا بذریعہ اخبار اشتہار مطلع کیا جاتا ہے کہ آپ اصالتاً یا وکالتاً مورخہ 23 اپریل 2026 بوقت 8 بجے صبح حاضر عدالت آویں ورنہ یکطرفہ کارروائی عمل میں لائی جائے گی [8, 935, 102, 1079]
section-number: 32 [316, 1139, 340, 1152]
section-title: بقیہ جات [151, 53, 193, 64]
section-text: سے ماہرین صحت نے بتایا کہ پاکستان میں ایچ آئی وی سے متاثرہ افراد کی تعداد میں اضافہ ہو رہا ہے اور اس حوالے سے فوری اقدامات کی ضرورت ہے۔ حکومت نے متعلقہ اداروں کو ہدایت جاری کی ہے کہ عوامی مسائل کے حل کے لیے عملی اقدامات کیے جائیں اور شہریوں کو ریلیف فراہم کیا جائے۔ اس موقع پر مختلف شعبوں سے تعلق رکھنے والے افراد نے شرکت کی اور اپنے خیالات کا اظہار کیا۔ [230, 883, 341, 1007]
section-number: 19 [672, 1411, 696, 1424]
section-text: سے ماہرین صحت نے بتایا کہ پاکستان میں ایچ آئی وی سے متاثرہ افراد کی تعداد میں اضافہ ہو رہا ہے اور اس حوالے سے فوری اقدامات کی ضرورت ہے۔ حکومت نے متعلقہ اداروں کو ہدایت جاری کی ہے کہ عوامی مسائل کے حل کے لیے عملی اقدامات کیے جائیں اور شہریوں کو ریلیف فراہم کیا جائے۔ اس موقع پر مختلف شعبوں سے تعلق رکھنے والے افراد نے شرکت کی اور اپنے خیالات کا اظہار کیا۔ [230, 1010, 341, 1134]
section-tag: بقیہ [467, 689, 498, 702]
section-text: سے ماہرین صحت نے بتایا کہ پاکستان میں ایچ آئی وی سے متاثرہ افراد کی تعداد میں اضافہ ہو رہا ہے اور اس حوالے سے فوری اقدامات کی ضرورت ہے۔ حکومت نے متعلقہ اداروں کو ہدایت جاری کی ہے کہ عوامی مسائل کے حل کے لیے عملی اقدامات کیے جائیں اور شہریوں کو ریلیف فراہم کیا جائے۔ اس موقع پر مختلف شعبوں سے تعلق رکھنے والے افراد نے شرکت کی اور اپنے خیالات کا اظہار کیا۔ [826, 370, 997, 453]
court-name: بعدالت جناب نصیر رشید [12, 146, 98, 171]
column-1 [822, 15, 1000, 2010]
section-title: بقیہ جات [896, 1298, 937, 1309]
section-text: سے ماہرین صحت نے بتایا کہ پاکستان میں ایچ آئی وی سے متاثرہ افراد کی تعداد میں اضافہ ہو رہا ہے اور اس حوالے سے فوری اقدامات کی ضرورت ہے۔ حکومت نے متعلقہ اداروں کو ہدایت جاری کی ہے کہ عوامی مسائل کے حل کے لیے عملی اقدامات کیے جائیں اور شہریوں کو ریلیف فراہم کیا جائے۔ اس موقع پر مختلف شعبوں سے تعلق رکھنے والے افراد نے شرکت کی اور اپنے خیالات کا اظہار کیا۔ [584, 883, 697, 1007]
section-header [348, 877, 459, 892]
section-header [584, 866, 697, 881]
court-title: صاحب سول جج میانوالی [16, 1627, 94, 1649]
section-header [348, 62, 459, 77]
court-title: صاحبہ سینئر سول جج فیملی ڈویژن چکوال [9, 1959, 101, 1992]
section-tag: بقیہ [115, 653, 145, 666]
notices-box [3, 17, 107, 2268]
column-7 [110, 15, 226, 1671]
court-notice [114, 1097, 223, 1330]
section-text: سے ماہرین صحت نے بتایا کہ پاکستان میں ایچ آئی وی سے متاثرہ افراد کی تعداد میں اضافہ ہو رہا ہے اور اس حوالے سے فوری اقدامات کی ضرورت ہے۔ حکومت نے متعلقہ اداروں کو ہدایت جاری کی ہے کہ عوامی مسائل کے حل کے لیے عملی اقدامات کیے جائیں اور شہریوں کو ریلیف فراہم کیا جائے۔ اس موقع پر مختلف شعبوں سے تعلق رکھنے والے افراد نے شرکت کی اور اپنے خیالات کا اظہار کیا۔ [466, 433, 577, 558]
section-tag: بقیہ [585, 1411, 616, 1424]
section-text: سے ماہرین صحت نے بتایا کہ پاکستان میں ایچ آئی وی سے متاثرہ افراد کی تعداد میں اضافہ ہو رہا ہے اور اس حوالے سے فوری اقدامات کی ضرورت ہے۔ حکومت نے متعلقہ اداروں کو ہدایت جاری کی ہے کہ عوامی مسائل کے حل کے لیے عملی اقدامات کیے جائیں اور شہریوں کو ریلیف فراہم کیا جائے۔ اس موقع پر مختلف شعبوں سے تعلق رکھنے والے افراد نے شرکت کی اور اپنے خیالات کا اظہار کیا۔ [348, 477, 459, 601]
section-text: سے ماہرین صحت نے بتایا کہ پاکستان میں ایچ آئی وی سے متاثرہ افراد کی تعداد میں اضافہ ہو رہا ہے اور اس حوالے سے فوری اقدامات کی ضرورت ہے۔ حکومت نے متعلقہ اداروں کو ہدایت جاری کی ہے کہ عوامی مسائل کے حل کے لیے عملی اقدامات کیے جائیں اور شہریوں کو ریلیف فراہم کیا جائے۔ اس موقع پر مختلف شعبوں سے تعلق رکھنے والے افراد نے شرکت کی اور اپنے خیالات کا اظہار کیا۔ [466, 1484, 577, 1609]
column-4 [462, 15, 580, 1735]
section-text: سے ماہرین صحت نے بتایا کہ پاکستان میں ایچ آئی وی سے متاثرہ افراد کی تعداد میں اضافہ ہو رہا ہے اور اس حوالے سے فوری اقدامات کی ضرورت ہے۔ حکومت نے متعلقہ اداروں کو ہدایت جاری کی ہے کہ عوامی مسائل کے حل کے لیے عملی اقدامات کیے جائیں اور شہریوں کو ریلیف فراہم کیا جائے۔ اس موقع پر مختلف شعبوں سے تعلق رکھنے والے افراد نے شرکت کی اور اپنے خیالات کا اظہار کیا۔ [230, 611, 341, 736]
section-tag: بقیہ [705, 406, 737, 419]
section-text: سے ماہرین صحت نے بتایا کہ پاکستان میں ایچ آئی وی سے متاثرہ افراد کی تعداد میں اضافہ ہو رہا ہے اور اس حوالے سے فوری اقدامات کی ضرورت ہے۔ حکومت نے متعلقہ اداروں کو ہدایت جاری کی ہے کہ عوامی مسائل کے حل کے لیے عملی اقدامات کیے جائیں اور شہریوں کو ریلیف فراہم کیا جائے۔ اس موقع پر مختلف شعبوں سے تعلق رکھنے والے افراد نے شرکت کی اور اپنے خیالات کا اظہار کیا۔ [584, 1553, 697, 1678]
notice-body: ریاض بیگم بیوہ بنام عوام الناس۔ درخواست گارڈین زیر دفعہ 07 گارڈین اینڈ وارڈ ایکٹ۔ ہرگاہ درخواست عنوان بالا میں ریاض بیگم بیوہ محمد زمان ساکن کوٹ تحصیل کلر کہار ضلع چکوال نے درخواست بابت ذات، جائیداد و رقم لواحقات تعلیم و تربیت، رقم مبلغ 1975,001.76 بینک الحبیب کمپنی لمیٹڈ بھون اکاؤنٹ نمبر 0380-1826001962-01-1 کی بابت گزاری ہے۔ لہٰذا عوام الناس کو بذریعہ اشتہار اخبار مطلع کیا جاتا ہے کہ کسی کو کوئی بھی اعتراض ہو تو اصالتاً یا وکالتاً مورخہ 28-04-26 کو صبح 08 بجے حاضر عدالت آویں۔ بصورت دیگر حسب ضابطہ کارروائی عمل میں لائی جائے گی۔ [118, 890, 219, 1086]
section-text: سے ماہرین صحت نے بتایا کہ پاکستان میں ایچ آئی وی سے متاثرہ افراد کی تعداد میں اضافہ ہو رہا ہے اور اس حوالے سے فوری اقدامات کی ضرورت ہے۔ حکومت نے متعلقہ اداروں کو ہدایت جاری کی ہے کہ عوامی مسائل کے حل کے لیے عملی اقدامات کیے جائیں اور شہریوں کو ریلیف فراہم کیا جائے۔ اس موقع پر مختلف شعبوں سے تعلق رکھنے والے افراد نے شرکت کی اور اپنے خیالات کا اظہار کیا۔ [584, 68, 697, 192]
section-number: 35 [198, 52, 222, 65]
section-header [826, 730, 997, 745]
lost-reg: BHC-540 [36, 53, 73, 64]
section-text: سے ماہرین صحت نے بتایا کہ پاکستان میں ایچ آئی وی سے متاثرہ افراد کی تعداد میں اضافہ ہو رہا ہے اور اس حوالے سے فوری اقدامات کی ضرورت ہے۔ حکومت نے متعلقہ اداروں کو ہدایت جاری کی ہے کہ عوامی مسائل کے حل کے لیے عملی اقدامات کیے جائیں اور شہریوں کو ریلیف فراہم کیا جائے۔ اس موقع پر مختلف شعبوں سے تعلق رکھنے والے افراد نے شرکت کی اور اپنے خیالات کا اظہار کیا۔ [584, 195, 697, 319]
section-text: سے ماہرین صحت نے بتایا کہ پاکستان میں ایچ آئی وی سے متاثرہ افراد کی تعداد میں اضافہ ہو رہا ہے اور اس حوالے سے فوری اقدامات کی ضرورت ہے۔ حکومت نے متعلقہ اداروں کو ہدایت جاری کی ہے کہ عوامی مسائل کے حل کے لیے عملی اقدامات کیے جائیں اور شہریوں کو ریلیف فراہم کیا جائے۔ اس موقع پر مختلف شعبوں سے تعلق رکھنے والے افراد نے شرکت کی اور اپنے خیالات کا اظہار کیا۔ [230, 466, 341, 591]
section-title: بقیہ جات [744, 156, 786, 167]
section-text: سے ماہرین صحت نے بتایا کہ پاکستان میں ایچ آئی وی سے متاثرہ افراد کی تعداد میں اضافہ ہو رہا ہے اور اس حوالے سے فوری اقدامات کی ضرورت ہے۔ حکومت نے متعلقہ اداروں کو ہدایت جاری کی ہے کہ عوامی مسائل کے حل کے لیے عملی اقدامات کیے جائیں اور شہریوں کو ریلیف فراہم کیا جائے۔ اس موقع پر مختلف شعبوں سے تعلق رکھنے والے افراد نے شرکت کی اور اپنے خیالات کا اظہار کیا۔ [584, 1807, 697, 1932]
section-text: سے ماہرین صحت نے بتایا کہ پاکستان میں ایچ آئی وی سے متاثرہ افراد کی تعداد میں اضافہ ہو رہا ہے اور اس حوالے سے فوری اقدامات کی ضرورت ہے۔ حکومت نے متعلقہ اداروں کو ہدایت جاری کی ہے کہ عوامی مسائل کے حل کے لیے عملی اقدامات کیے جائیں اور شہریوں کو ریلیف فراہم کیا جائے۔ اس موقع پر مختلف شعبوں سے تعلق رکھنے والے افراد نے شرکت کی اور اپنے خیالات کا اظہار کیا۔ [584, 1934, 697, 2058]
section-header [114, 51, 223, 66]
section-number: 33 [316, 1411, 340, 1424]
court-name: بعدالت جناب ضیاالرحمٰن [25, 478, 85, 503]
section-title: بقیہ جات [896, 22, 937, 33]
section-text: سے ماہرین صحت نے بتایا کہ پاکستان میں ایچ آئی وی سے متاثرہ افراد کی تعداد میں اضافہ ہو رہا ہے اور اس حوالے سے فوری اقدامات کی ضرورت ہے۔ حکومت نے متعلقہ اداروں کو ہدایت جاری کی ہے کہ عوامی مسائل کے حل کے لیے عملی اقدامات کیے جائیں اور شہریوں کو ریلیف فراہم کیا جائے۔ اس موقع پر مختلف شعبوں سے تعلق رکھنے والے افراد نے شرکت کی اور اپنے خیالات کا اظہار کیا۔ [230, 2237, 341, 2361]
section-text: ایران کے درمیان حالیہ جنگ کے آغاز سے ہی پاکستان جنگ بندی کی کوششوں میں مصروف رہا اور اس کیلئے پاکستان کی سیاسی و عسکری قیادت نے امریکی اور ایرانی حکام سے مسلسل رابطے رکھے۔ امریکی صدر ڈونلڈ ٹرمپ اور ایران کے صدر مسعود پزشکیان سمیت دنیا بھر کے ممالک نے خطے میں امن اور جنگ بندی کے لیے پاکستان کی کوششوں کو سراہا اور ڈونلڈ ٹرمپ تو حالیہ دنوں میں کئی بار وزیراعظم شہباز شریف اور فیلڈ مارشل عاصم منیر کو بہترین شخصیات قرار دے چکے ہیں [114, 668, 223, 824]
court-title: صاحبہ سینئر سول جج فیملی ڈویژن چکوال [9, 2130, 101, 2163]
section-text: سے ماہرین صحت نے بتایا کہ پاکستان میں ایچ آئی وی سے متاثرہ افراد کی تعداد میں اضافہ ہو رہا ہے اور اس حوالے سے فوری اقدامات کی ضرورت ہے۔ حکومت نے متعلقہ اداروں کو ہدایت جاری کی ہے کہ عوامی مسائل کے حل کے لیے عملی اقدامات کیے جائیں اور شہریوں کو ریلیف فراہم کیا جائے۔ اس موقع پر مختلف شعبوں سے تعلق رکھنے والے افراد نے شرکت کی اور اپنے خیالات کا اظہار کیا۔ [704, 1022, 819, 1136]
section-tag: بقیہ [827, 354, 874, 367]
section-header [826, 165, 997, 180]
section-tag: بقیہ [585, 1139, 616, 1152]
section-title: بقیہ جات [623, 53, 665, 64]
section-number: 31 [316, 867, 340, 880]
section-title: بقیہ جات [504, 418, 546, 429]
section-header [826, 1484, 997, 1499]
section-number: 30 [316, 596, 340, 609]
section-number: 9 [959, 1485, 996, 1498]
section-number: 34 [316, 1683, 340, 1696]
section-text: سے ماہرین صحت نے بتایا کہ پاکستان میں ایچ آئی وی سے متاثرہ افراد کی تعداد میں اضافہ ہو رہا ہے اور اس حوالے سے فوری اقدامات کی ضرورت ہے۔ حکومت نے متعلقہ اداروں کو ہدایت جاری کی ہے کہ عوامی مسائل کے حل کے لیے عملی اقدامات کیے جائیں اور شہریوں کو ریلیف فراہم کیا جائے۔ اس موقع پر مختلف شعبوں سے تعلق رکھنے والے افراد نے شرکت کی اور اپنے خیالات کا اظہار کیا۔ [826, 1312, 997, 1395]
section-header [230, 1410, 341, 1425]
section-text: سے ماہرین صحت نے بتایا کہ پاکستان میں ایچ آئی وی سے متاثرہ افراد کی تعداد میں اضافہ ہو رہا ہے اور اس حوالے سے فوری اقدامات کی ضرورت ہے۔ حکومت نے متعلقہ اداروں کو ہدایت جاری کی ہے کہ عوامی مسائل کے حل کے لیے عملی اقدامات کیے جائیں اور شہریوں کو ریلیف فراہم کیا جائے۔ اس موقع پر مختلف شعبوں سے تعلق رکھنے والے افراد نے شرکت کی اور اپنے خیالات کا اظہار کیا۔ [826, 1021, 997, 1103]
section-header [826, 1296, 997, 1311]
section-title: بقیہ جات [268, 325, 310, 336]
section-title: بقیہ جات [623, 597, 665, 608]
section-number: 16 [672, 596, 696, 609]
section-tag: بقیہ [827, 1108, 874, 1121]
section-number: 14 [672, 52, 696, 65]
section-text: سے ماہرین صحت نے بتایا کہ پاکستان میں ایچ آئی وی سے متاثرہ افراد کی تعداد میں اضافہ ہو رہا ہے اور اس حوالے سے فوری اقدامات کی ضرورت ہے۔ حکومت نے متعلقہ اداروں کو ہدایت جاری کی ہے کہ عوامی مسائل کے حل کے لیے عملی اقدامات کیے جائیں اور شہریوں کو ریلیف فراہم کیا جائے۔ اس موقع پر مختلف شعبوں سے تعلق رکھنے والے افراد نے شرکت کی اور اپنے خیالات کا اظہار کیا۔ [584, 1282, 697, 1406]
section-number: 6 [959, 920, 996, 933]
section-header [584, 595, 697, 610]
section-text: سے ماہرین صحت نے بتایا کہ پاکستان میں ایچ آئی وی سے متاثرہ افراد کی تعداد میں اضافہ ہو رہا ہے اور اس حوالے سے فوری اقدامات کی ضرورت ہے۔ حکومت نے متعلقہ اداروں کو ہدایت جاری کی ہے کہ عوامی مسائل کے حل کے لیے عملی اقدامات کیے جائیں اور شہریوں کو ریلیف فراہم کیا جائے۔ اس موقع پر مختلف شعبوں سے تعلق رکھنے والے افراد نے شرکت کی اور اپنے خیالات کا اظہار کیا۔ [584, 611, 697, 736]
section-tag: بقیہ [827, 166, 874, 179]
section-number: 20 [552, 146, 576, 159]
section-text: سے ماہرین صحت نے بتایا کہ پاکستان میں ایچ آئی وی سے متاثرہ افراد کی تعداد میں اضافہ ہو رہا ہے اور اس حوالے سے فوری اقدامات کی ضرورت ہے۔ حکومت نے متعلقہ اداروں کو ہدایت جاری کی ہے کہ عوامی مسائل کے حل کے لیے عملی اقدامات کیے جائیں اور شہریوں کو ریلیف فراہم کیا جائے۔ اس موقع پر مختلف شعبوں سے تعلق رکھنے والے افراد نے شرکت کی اور اپنے خیالات کا اظہار کیا۔ [704, 906, 819, 1020]
section-text: سے ماہرین صحت نے بتایا کہ پاکستان میں ایچ آئی وی سے متاثرہ افراد کی تعداد میں اضافہ ہو رہا ہے اور اس حوالے سے فوری اقدامات کی ضرورت ہے۔ حکومت نے متعلقہ اداروں کو ہدایت جاری کی ہے کہ عوامی مسائل کے حل کے لیے عملی اقدامات کیے جائیں اور شہریوں کو ریلیف فراہم کیا جائے۔ اس موقع پر مختلف شعبوں سے تعلق رکھنے والے افراد نے شرکت کی اور اپنے خیالات کا اظہار کیا۔ [114, 360, 223, 485]
section-text: نے کہا کہ حج کی ادائیگی زندگی میں بار بار نہیں ملتی، اس لیے اس موقع سے بھرپور فائدہ اٹھانا چاہیے۔ عازمین اپنے خاندان، عزیز و اقارب کے ساتھ ساتھ ملک و قوم کی سلامتی، ترقی اور استحکام کے لیے خصوصی دعاؤں کا اہتمام کریں۔ حرمین شریفین میں کی جانے والی دعائیں اللہ تعالیٰ کے ہاں خاص اہمیت رکھتی ہیں اور قبولیت کے زیادہ قریب ہوتی ہیں۔ حج محض چند ارکان کی ادائیگی کا نام نہیں بلکہ یہ صبر، قربانی، اخلاص اور اعلیٰ اخلاق کے عملی مظاہرہ ہے، اس لیے ہر حاجی کو چاہیے کہ وہ اس مقدس [230, 1698, 341, 1854]
section-number: 38 [198, 635, 222, 648]
lost-line1: میری گاڑی سوزوکی مہران سفید کلر [8, 43, 102, 64]
court-title: صاحب سول جج راولپنڈی [16, 1284, 94, 1306]
section-text: سے ماہرین صحت نے بتایا کہ پاکستان میں ایچ آئی وی سے متاثرہ افراد کی تعداد میں اضافہ ہو رہا ہے اور اس حوالے سے فوری اقدامات کی ضرورت ہے۔ حکومت نے متعلقہ اداروں کو ہدایت جاری کی ہے کہ عوامی مسائل کے حل کے لیے عملی اقدامات کیے جائیں اور شہریوں کو ریلیف فراہم کیا جائے۔ اس موقع پر مختلف شعبوں سے تعلق رکھنے والے افراد نے شرکت کی اور اپنے خیالات کا اظہار کیا۔ [826, 1927, 997, 2010]
section-text: سے ماہرین صحت نے بتایا کہ پاکستان میں ایچ آئی وی سے متاثرہ افراد کی تعداد میں اضافہ ہو رہا ہے اور اس حوالے سے فوری اقدامات کی ضرورت ہے۔ حکومت نے متعلقہ اداروں کو ہدایت جاری کی ہے کہ عوامی مسائل کے حل کے لیے عملی اقدامات کیے جائیں اور شہریوں کو ریلیف فراہم کیا جائے۔ اس موقع پر مختلف شعبوں سے تعلق رکھنے والے افراد نے شرکت کی اور اپنے خیالات کا اظہار کیا۔ [826, 747, 997, 830]
section-number: 8 [959, 1297, 996, 1310]
section-text: سے ماہرین صحت نے بتایا کہ پاکستان میں ایچ آئی وی سے متاثرہ افراد کی تعداد میں اضافہ ہو رہا ہے اور اس حوالے سے فوری اقدامات کی ضرورت ہے۔ حکومت نے متعلقہ اداروں کو ہدایت جاری کی ہے کہ عوامی مسائل کے حل کے لیے عملی اقدامات کیے جائیں اور شہریوں کو ریلیف فراہم کیا جائے۔ اس موقع پر مختلف شعبوں سے تعلق رکھنے والے افراد نے شرکت کی اور اپنے خیالات کا اظہار کیا۔ [348, 205, 459, 329]
court-title: صاحب سول جج راولپنڈی [16, 1445, 94, 1467]
section-tag: بقیہ [827, 920, 874, 933]
column-5 [344, 15, 462, 1671]
section-number: 15 [672, 324, 696, 337]
section-text: سے ماہرین صحت نے بتایا کہ پاکستان میں ایچ آئی وی سے متاثرہ افراد کی تعداد میں اضافہ ہو رہا ہے اور اس حوالے سے فوری اقدامات کی ضرورت ہے۔ حکومت نے متعلقہ اداروں کو ہدایت جاری کی ہے کہ عوامی مسائل کے حل کے لیے عملی اقدامات کیے جائیں اور شہریوں کو ریلیف فراہم کیا جائے۔ اس موقع پر مختلف شعبوں سے تعلق رکھنے والے افراد نے شرکت کی اور اپنے خیالات کا اظہار کیا۔ [348, 1528, 459, 1652]
section-title: بقیہ جات [504, 147, 546, 158]
section-text: سے ماہرین صحت نے بتایا کہ پاکستان میں ایچ آئی وی سے متاثرہ افراد کی تعداد میں اضافہ ہو رہا ہے اور اس حوالے سے فوری اقدامات کی ضرورت ہے۔ حکومت نے متعلقہ اداروں کو ہدایت جاری کی ہے کہ عوامی مسائل کے حل کے لیے عملی اقدامات کیے جائیں اور شہریوں کو ریلیف فراہم کیا جائے۔ اس موقع پر مختلف شعبوں سے تعلق رکھنے والے افراد نے شرکت کی اور اپنے خیالات کا اظہار کیا۔ [466, 1104, 577, 1228]
section-text: سے ماہرین صحت نے بتایا کہ پاکستان میں ایچ آئی وی سے متاثرہ افراد کی تعداد میں اضافہ ہو رہا ہے اور اس حوالے سے فوری اقدامات کی ضرورت ہے۔ حکومت نے متعلقہ اداروں کو ہدایت جاری کی ہے کہ عوامی مسائل کے حل کے لیے عملی اقدامات کیے جائیں اور شہریوں کو ریلیف فراہم کیا جائے۔ اس موقع پر مختلف شعبوں سے تعلق رکھنے والے افراد نے شرکت کی اور اپنے خیالات کا اظہار کیا۔ [584, 2061, 697, 2185]
section-title: بقیہ جات [268, 53, 310, 64]
section-tag: بقیہ [231, 1411, 262, 1424]
section-title: بقیہ جات [896, 355, 937, 366]
notice-body: دعویٰ استقرار حق، ہرگاہ عوام الناس کو بذریعہ اشتہار اخبار مطلع کیا جاتا ہے اگر کسی کو اعتراض ہو تو 25 اپریل 2026 کو صبح 08 بجے عدالت میں پیش ہو ورنہ کارروائی یکطرفہ عمل میں لائی جائے گی۔ [8, 400, 102, 472]
section-title: بقیہ جات [744, 407, 786, 418]
court-title: صاحب سول جج ٹیکسلا [16, 729, 94, 751]
section-number: 22 [552, 689, 576, 702]
section-number: 12 [793, 406, 818, 419]
section-header [584, 323, 697, 338]
court-notice [114, 829, 223, 1094]
section-text: سے ماہرین صحت نے بتایا کہ پاکستان میں ایچ آئی وی سے متاثرہ افراد کی تعداد میں اضافہ ہو رہا ہے اور اس حوالے سے فوری اقدامات کی ضرورت ہے۔ حکومت نے متعلقہ اداروں کو ہدایت جاری کی ہے کہ عوامی مسائل کے حل کے لیے عملی اقدامات کیے جائیں اور شہریوں کو ریلیف فراہم کیا جائے۔ اس موقع پر مختلف شعبوں سے تعلق رکھنے والے افراد نے شرکت کی اور اپنے خیالات کا اظہار کیا۔ [584, 1426, 697, 1551]
notice-body: درخواست برائے اجازت فروخت جائیداد، قوم سلیمانی خیل سکنہ وارڈ نمبر 06 تحصیل کروڑ حال مقیم ساکن محلہ نانک پورہ کشمیری بازار راولپنڈی بنام عوام الناس ہرگاہ عوام الناس کو بذریعہ اخبار اشتہار مطلع کیا جاتا ہے اگر کسی کو اعتراض ہو تو 21 اپریل 2026 کو صبح 08 بجے عدالت میں پیش ہو ورنہ کارروائی یکطرفہ عمل میں لائی جائے گی [8, 1470, 102, 1593]
section-text: سے ماہرین صحت نے بتایا کہ پاکستان میں ایچ آئی وی سے متاثرہ افراد کی تعداد میں اضافہ ہو رہا ہے اور اس حوالے سے فوری اقدامات کی ضرورت ہے۔ حکومت نے متعلقہ اداروں کو ہدایت جاری کی ہے کہ عوامی مسائل کے حل کے لیے عملی اقدامات کیے جائیں اور شہریوں کو ریلیف فراہم کیا جائے۔ اس موقع پر مختلف شعبوں سے تعلق رکھنے والے افراد نے شرکت کی اور اپنے خیالات کا اظہار کیا۔ [704, 673, 819, 787]
section-text: سفر کے دوران اپنے کردار کو مثالی بنائے اور واپس آکر بھی ان تعلیمات کو اپنی زندگی کا حصہ [114, 17, 223, 47]
court-title: صاحبہ سول جج راولپنڈی [16, 1113, 94, 1135]
section-text: سے ماہرین صحت نے بتایا کہ پاکستان میں ایچ آئی وی سے متاثرہ افراد کی تعداد میں اضافہ ہو رہا ہے اور اس حوالے سے فوری اقدامات کی ضرورت ہے۔ حکومت نے متعلقہ اداروں کو ہدایت جاری کی ہے کہ عوامی مسائل کے حل کے لیے عملی اقدامات کیے جائیں اور شہریوں کو ریلیف فراہم کیا جائے۔ اس موقع پر مختلف شعبوں سے تعلق رکھنے والے افراد نے شرکت کی اور اپنے خیالات کا اظہار کیا۔ [704, 1139, 819, 1253]
notice-body: دعویٰ حقوق زن آشوئی عنوان وسیم اکرم خان بنام آمنہ بی بی ماشاء اشتہار بنام آمنہ بی بی دختر انور خان سکنہ کوٹ ضابطہ خان تحصیل و ضلع میانوالی۔ ہرگاہ مدعا علیہ مورخہ 22-04-2026 کو بوقت 8 بجے صبح عدالت حاضر ہوں ورنہ حسب ضابطہ کارروائی عمل میں لائی جائے گی۔ [8, 1823, 103, 1925]
section-tag: بقیہ [231, 1683, 262, 1696]
section-title: بقیہ جات [896, 732, 937, 743]
section-text: سے ماہرین صحت نے بتایا کہ پاکستان میں ایچ آئی وی سے متاثرہ افراد کی تعداد میں اضافہ ہو رہا ہے اور اس حوالے سے فوری اقدامات کی ضرورت ہے۔ حکومت نے متعلقہ اداروں کو ہدایت جاری کی ہے کہ عوامی مسائل کے حل کے لیے عملی اقدامات کیے جائیں اور شہریوں کو ریلیف فراہم کیا جائے۔ اس موقع پر مختلف شعبوں سے تعلق رکھنے والے افراد نے شرکت کی اور اپنے خیالات کا اظہار کیا۔ [466, 288, 577, 413]
section-text: سے ماہرین صحت نے بتایا کہ پاکستان میں ایچ آئی وی سے متاثرہ افراد کی تعداد میں اضافہ ہو رہا ہے اور اس حوالے سے فوری اقدامات کی ضرورت ہے۔ حکومت نے متعلقہ اداروں کو ہدایت جاری کی ہے کہ عوامی مسائل کے حل کے لیے عملی اقدامات کیے جائیں اور شہریوں کو ریلیف فراہم کیا جائے۔ اس موقع پر مختلف شعبوں سے تعلق رکھنے والے افراد نے شرکت کی اور اپنے خیالات کا اظہار کیا۔ [704, 171, 819, 285]
section-title: بقیہ جات [744, 658, 786, 669]
section-text: دکاندار من مانے نرخ وصول کر رہے ہیں۔ ذرائع کے مطابق دودھ کی سرکاری قیمت 170 روپے فی لیٹر مقرر ہے، تاہم اوپن مارکیٹ میں یہی دودھ 200 سے 240 روپے فی لیٹر تک فروخت کیا جا رہا ہے۔ اسی طرح دہی کی قیمت بھی قابو سے باہر ہو چکی ہے اور یہ 220 سے 250 روپے فی کلو تک فروخت ہو رہی ہے جس سے عام صارفین کی مشکلات میں مزید اضافہ ہو گیا ہے۔ شہریوں نے انتظامیہ سے فوری نوٹس لینے اور گراں فروشوں کے خلاف سخت کارروائی کا مطالبہ کیا ہے۔ عوام کا کہنا ہے کہ سرکاری نرخوں پر سختی سے عملدرآمد یقینی بنایا جائے تاکہ انہیں ریلیف فراہم ہو سکے اور مہنگائی کے بوجھ میں کمی آئے۔ [826, 37, 997, 161]
masthead: روزنامہ ''مسلمان'' 20 اپریل 2026 [0, 0, 1000, 14]
section-tag: بقیہ [115, 52, 145, 65]
notice-body: درخواست گارڈین۔ تحریر سلطانہ بنام محمد عظیم وغیرہ۔ محمد عظیم پسر محمد خان، محمد خان ولد کریم ساکن نیر تحصیل و ضلع چکوال۔ ہرگاہ آپ اصالتاً یا وکالتاً بتاریخ 07-05-26 کو حاضر عدالت آویں۔ بصورت دیگر یکطرفہ کارروائی عمل میں لائی جاوے گی۔ [8, 2165, 102, 2268]
section-text: سے ماہرین صحت نے بتایا کہ پاکستان میں ایچ آئی وی سے متاثرہ افراد کی تعداد میں اضافہ ہو رہا ہے اور اس حوالے سے فوری اقدامات کی ضرورت ہے۔ حکومت نے متعلقہ اداروں کو ہدایت جاری کی ہے کہ عوامی مسائل کے حل کے لیے عملی اقدامات کیے جائیں اور شہریوں کو ریلیف فراہم کیا جائے۔ اس موقع پر مختلف شعبوں سے تعلق رکھنے والے افراد نے شرکت کی اور اپنے خیالات کا اظہار کیا۔ [230, 68, 341, 192]
notice-body: دعویٰ: استقرار حق۔ 1- ابرار حفیظ 2- عامر حفیظ 3- یاسر حفیظ 4- ناصر حفیظ (پسران) 5- محترمہ کشور الرحمان بیوہ 6- محترمہ عمیرہ حفیظ 7- محترمہ صائمہ سلیم 8- محترمہ عظمیٰ شاہد دختران چوہدری محمد حفیظ الرحمٰن سکنہ R/o B-476 گلی نمبر 12۔ لالہ رخ کالونی، واہ کینٹ، تحصیل ٹیکسلا، ضلع راولپنڈی۔ بنام عوام الناس۔ اگر کسی کو کوئی اعتراض ہو تو 20 اپریل 2026 صبح 8 بجے عدالت آویں ورنہ یکطرفہ کارروائی عمل میں لائی جائے گی [8, 530, 102, 695]
section-title: بقیہ جات [623, 868, 665, 879]
column-notices [0, 15, 110, 2268]
section-text: سے ماہرین صحت نے بتایا کہ پاکستان میں ایچ آئی وی سے متاثرہ افراد کی تعداد میں اضافہ ہو رہا ہے اور اس حوالے سے فوری اقدامات کی ضرورت ہے۔ حکومت نے متعلقہ اداروں کو ہدایت جاری کی ہے کہ عوامی مسائل کے حل کے لیے عملی اقدامات کیے جائیں اور شہریوں کو ریلیف فراہم کیا جائے۔ اس موقع پر مختلف شعبوں سے تعلق رکھنے والے افراد نے شرکت کی اور اپنے خیالات کا اظہار کیا۔ [348, 893, 459, 1018]
section-text: دستوں، ریزرو اور نیشنل گارڈز میں تقسیم کیا جا سکے۔ مطالبات میں خاص طور پر کم از کم 48 عدد ایف۔35 ایف اور 24 عدد ایف۔15 ای ایکس لڑاکا طیاروں کی خریداری اور مستقبل میں سالانہ 72 عدد ایف۔35 اور 36 عدد ایف۔15 ای ایکس طیارے حاصل کرنے کا ہدف شامل ہے۔ اس خط پر امریکہ کی ان تمام 22 ریاستوں کے ایئر نیشنل گارڈ کمانڈروں نے دستخط کیے ہیں جن کے پاس یہ فورس موجود ہے۔ [466, 17, 578, 141]
section-title: بقیہ جات [151, 635, 193, 646]
section-header [114, 489, 223, 504]
section-header [230, 866, 341, 881]
section-text: سے ماہرین صحت نے بتایا کہ پاکستان میں ایچ آئی وی سے متاثرہ افراد کی تعداد میں اضافہ ہو رہا ہے اور اس حوالے سے فوری اقدامات کی ضرورت ہے۔ حکومت نے متعلقہ اداروں کو ہدایت جاری کی ہے کہ عوامی مسائل کے حل کے لیے عملی اقدامات کیے جائیں اور شہریوں کو ریلیف فراہم کیا جائے۔ اس موقع پر مختلف شعبوں سے تعلق رکھنے والے افراد نے شرکت کی اور اپنے خیالات کا اظہار کیا۔ [466, 977, 577, 1101]
section-number: 5 [959, 731, 996, 744]
section-title: بقیہ جات [896, 1486, 937, 1497]
section-number: 10 [793, 73, 818, 86]
section-text: بے ضابطگیوں کو روکنے کے لیے اقدامات جاری ہیں۔ مزید برآں متعلقہ حکام نے معاملے کا از خود نوٹس لیا ہے اور عوام کے تعلیمی حقوق کا تحفظ یقینی بنایا جائے گا۔ [704, 17, 819, 68]
